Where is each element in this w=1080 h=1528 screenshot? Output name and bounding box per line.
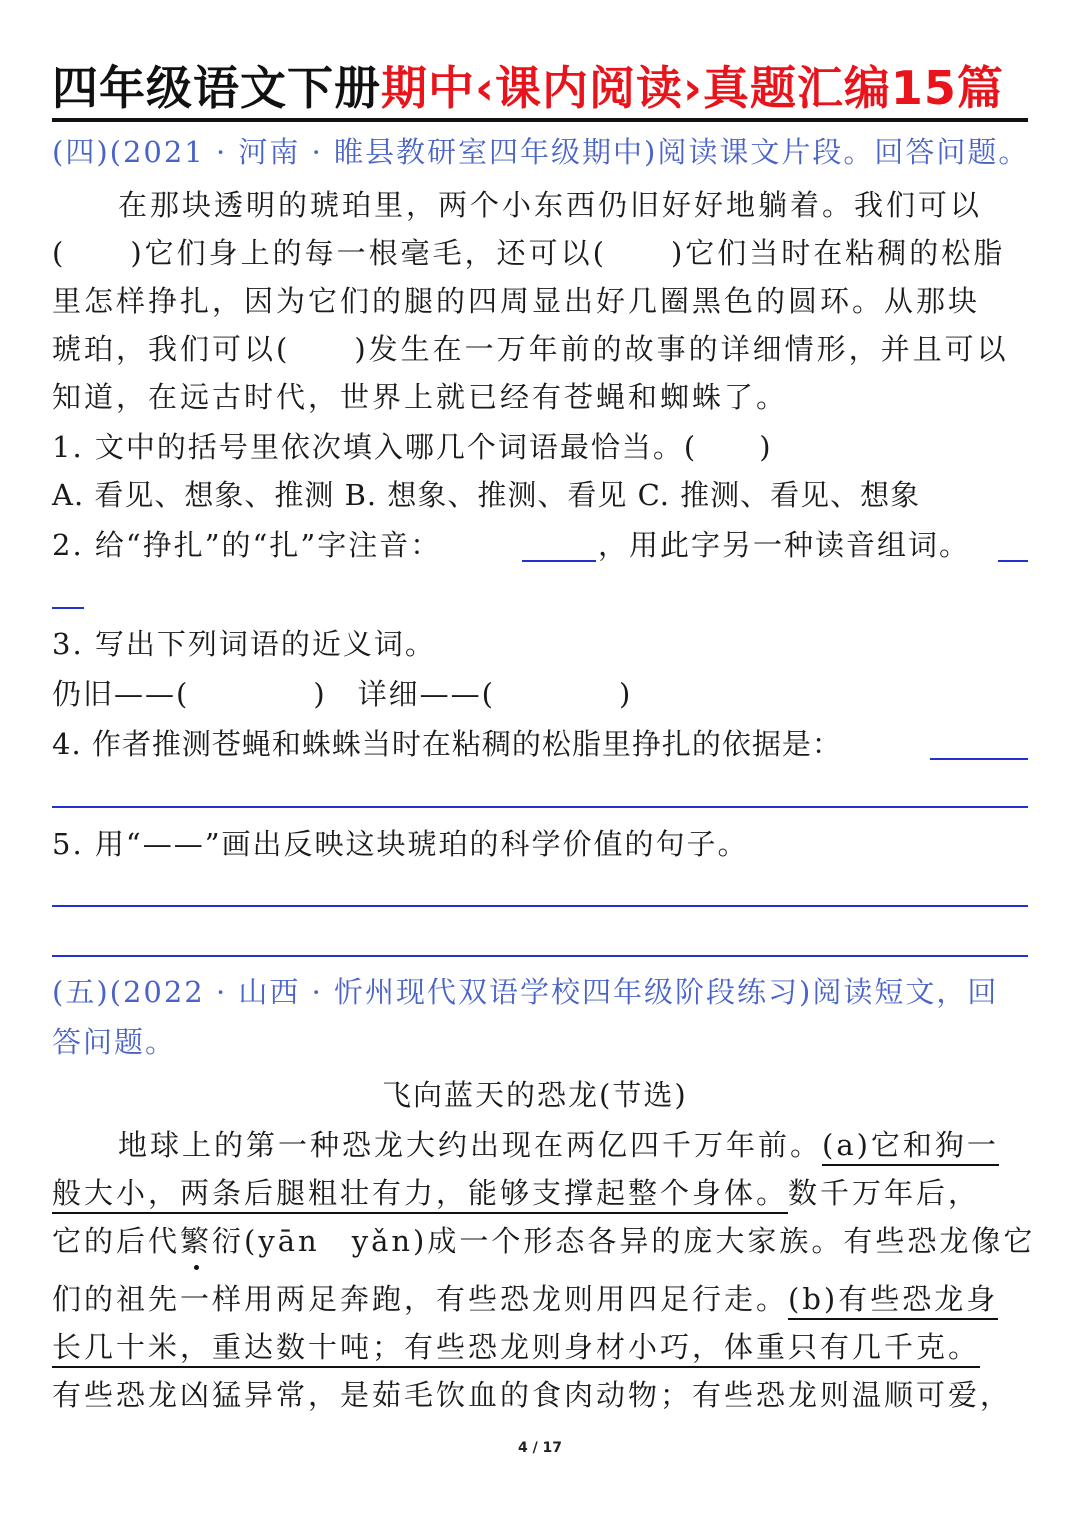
section4-passage-line-5: 知道，在远古时代，世界上就已经有苍蝇和蜘蛛了。 [52, 380, 789, 414]
question-3-items: 仍旧——( ) 详细——( ) [52, 677, 633, 711]
section4-heading: (四)(2021 · 河南 · 睢县教研室四年级期中)阅读课文片段。回答问题。 [52, 135, 1030, 169]
title-divider [52, 118, 1028, 122]
article-title: 飞向蓝天的恐龙(节选) [382, 1078, 688, 1112]
question-2-part-b: ，用此字另一种读音组词。 [598, 528, 971, 562]
article-line-2 [52, 1171, 980, 1212]
article-line-5 [52, 1325, 980, 1366]
question-1: 1. 文中的括号里依次填入哪几个词语最恰当。( ) [52, 430, 773, 464]
article-line-2-text: 数千万年后， [788, 1176, 981, 1210]
underlined-sentence-a-end: 般大小，两条后腿粗壮有力，能够支撑起整个身体。 [52, 1176, 788, 1214]
answer-line-q5-1[interactable] [52, 905, 1028, 907]
underlined-sentence-b-end: 长几十米，重达数十吨；有些恐龙则身材小巧，体重只有几千克。 [52, 1330, 980, 1368]
section5-heading-line-1: (五)(2022 · 山西 · 忻州现代双语学校四年级阶段练习)阅读短文，回 [52, 975, 999, 1009]
question-3: 3. 写出下列词语的近义词。 [52, 627, 436, 661]
question-4: 4. 作者推测苍蝇和蛛蛛当时在粘稠的松脂里挣扎的依据是： [52, 727, 842, 761]
page-number: 4 / 17 [517, 1440, 563, 1456]
question-2-part-a: 2. 给“挣扎”的“扎”字注音： [52, 528, 442, 562]
section4-passage-line-3: 里怎样挣扎，因为它们的腿的四周显出好几圈黑色的圆环。从那块 [52, 284, 981, 318]
answer-blank-q4-start[interactable] [930, 758, 1028, 760]
question-5: 5. 用“——”画出反映这块琥珀的科学价值的句子。 [52, 827, 749, 861]
section4-passage-line-4: 琥珀，我们可以( )发生在一万年前的故事的详细情形，并且可以 [52, 332, 1009, 366]
article-line-4-text: 们的祖先一样用两足奔跑，有些恐龙则用四足行走。 [52, 1282, 789, 1316]
answer-line-q5-2[interactable] [52, 955, 1028, 957]
title-black-part: 四年级语文下册 [52, 61, 381, 115]
article-line-3-text-a: 它的后代 [52, 1224, 181, 1258]
article-line-3 [52, 1219, 1035, 1260]
section4-passage-line-2: ( )它们身上的每一根毫毛，还可以( )它们当时在粘稠的松脂 [52, 236, 1006, 270]
answer-blank-pinyin[interactable] [522, 560, 596, 562]
question-1-options: A. 看见、想象、推测 B. 想象、推测、看见 C. 推测、看见、想象 [52, 478, 921, 512]
answer-blank-word-end[interactable] [52, 607, 84, 609]
article-line-1-text: 地球上的第一种恐龙大约出现在两亿四千万年前。 [118, 1128, 823, 1162]
underlined-sentence-b-start: (b)有些恐龙身 [788, 1282, 998, 1320]
answer-line-q4[interactable] [52, 806, 1028, 808]
title-red-part: 期中‹课内阅读›真题汇编15篇 [381, 61, 1004, 115]
article-line-6: 有些恐龙凶猛异常，是茹毛饮血的食肉动物；有些恐龙则温顺可爱， [52, 1378, 1013, 1412]
article-line-3-text-b: 衍(yān yǎn)成一个形态各异的庞大家族。有些恐龙像它 [212, 1224, 1036, 1258]
article-line-4 [52, 1277, 998, 1318]
section5-heading-line-2: 答问题。 [52, 1025, 177, 1059]
dotted-character: 繁 [180, 1219, 212, 1260]
article-line-1 [118, 1123, 999, 1164]
page-title [52, 58, 1004, 118]
answer-blank-word-start[interactable] [998, 560, 1028, 562]
underlined-sentence-a-start: (a)它和狗一 [822, 1128, 999, 1166]
section4-passage-line-1: 在那块透明的琥珀里，两个小东西仍旧好好地躺着。我们可以 [118, 188, 983, 222]
